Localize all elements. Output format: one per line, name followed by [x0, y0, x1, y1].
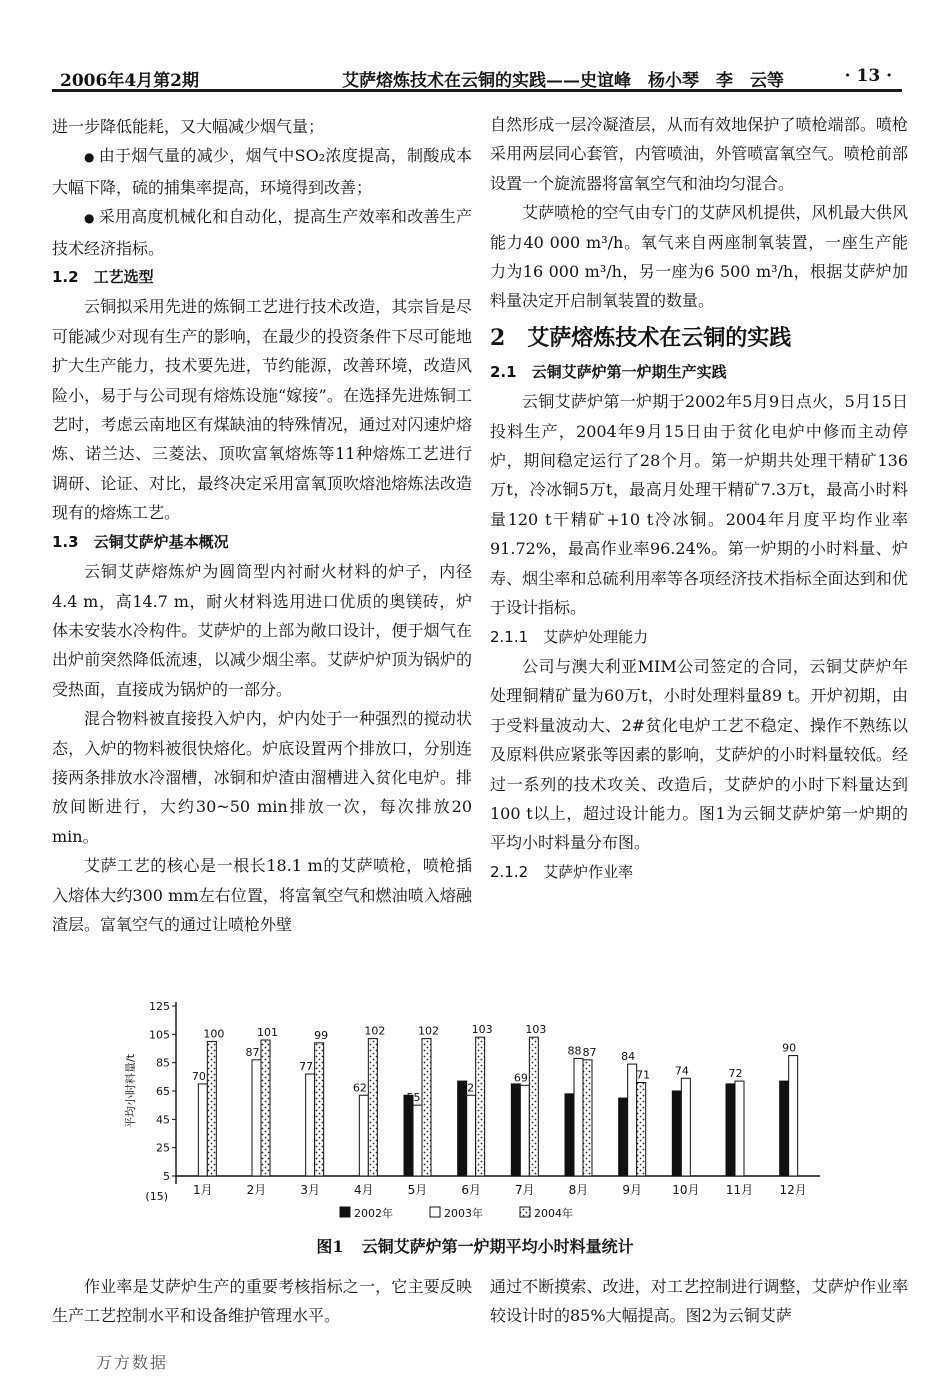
bar-2002年 [565, 1094, 574, 1176]
bar-2004年 [261, 1040, 270, 1176]
paragraph: 进一步降低能耗，又大幅减少烟气量； [52, 117, 325, 136]
x-tick-label: 10月 [672, 1183, 700, 1197]
bullet-item [52, 202, 472, 263]
paragraph: 云铜艾萨熔炼炉为圆筒型内衬耐火材料的炉子，内径4.4 m，高14.7 m，耐火材料选用进口优质的奥镁砖，炉体未安装水冷构件。艾萨炉的上部为敞口设计，便于烟气在出炉前突然降低流速，以减少烟尘率。艾萨炉炉顶为锅炉的受热面，直接成为锅炉的一部分。 [52, 562, 472, 699]
data-label: 88 [567, 1044, 582, 1058]
data-label: 71 [636, 1068, 651, 1082]
bar-chart [120, 992, 840, 1230]
paragraph: 作业率是艾萨炉生产的重要考核指标之一，它主要反映生产工艺控制水平和设备维护管理水平。 [52, 1277, 472, 1326]
bullet-text: 由于烟气量的减少，烟气中SO₂浓度提高，制酸成本大幅下降，硫的捕集率提高，环境得到改善； [52, 146, 472, 197]
bar-2002年 [458, 1081, 467, 1176]
paragraph: 通过不断摸索、改进，对工艺控制进行调整，艾萨炉作业率较设计时的85%大幅提高。图2为云铜艾萨 [490, 1277, 908, 1326]
x-tick-label: 5月 [407, 1183, 428, 1197]
data-label: 62 [352, 1081, 367, 1095]
x-tick-label: 12月 [779, 1183, 807, 1197]
bar-2003年 [413, 1105, 422, 1176]
x-tick-label: 1月 [193, 1183, 213, 1197]
section-heading-2-1-2: 2.1.2 艾萨炉作业率 [490, 862, 634, 881]
y-min-label: (15) [145, 1190, 168, 1203]
data-label: 90 [782, 1041, 797, 1055]
data-label: 69 [513, 1071, 528, 1085]
page-number: · 13 · [844, 66, 892, 86]
bar-2004年 [368, 1039, 377, 1176]
section-heading-1-3: 1.3 云铜艾萨炉基本概况 [52, 532, 229, 551]
data-label: 103 [525, 1023, 547, 1037]
bar-2003年 [681, 1078, 690, 1176]
y-tick-label: 45 [156, 1113, 170, 1127]
right-column [490, 110, 908, 887]
section-heading-1-2: 1.2 工艺选型 [52, 268, 154, 287]
paragraph: 艾萨工艺的核心是一根长18.1 m的艾萨喷枪，喷枪插入熔体大约300 mm左右位置，将富氧空气和燃油喷入熔融渣层。富氧空气的通过让喷枪外壁 [52, 856, 472, 934]
figure-caption-text: 云铜艾萨炉第一炉期平均小时料量统计 [361, 1237, 634, 1256]
bullet-icon [84, 146, 99, 165]
legend-swatch [340, 1207, 350, 1217]
legend-label: 2004年 [534, 1207, 573, 1220]
figure-number: 图1 [316, 1237, 344, 1256]
bar-2004年 [422, 1039, 431, 1176]
bar-2004年 [315, 1043, 324, 1176]
bar-2004年 [529, 1037, 538, 1176]
data-label: 74 [674, 1064, 689, 1078]
paragraph: 艾萨喷枪的空气由专门的艾萨风机提供，风机最大供风能力40 000 m³/h。氧气来自两座制氧装置，一座生产能力为16 000 m³/h，另一座为6 500 m³/h，根据艾萨炉加料量决定开启制氧装置的数量。 [490, 203, 908, 311]
data-label: 101 [257, 1026, 278, 1039]
data-label: 100 [203, 1027, 225, 1041]
bullet-item [52, 141, 472, 202]
bar-2004年 [583, 1060, 592, 1176]
x-tick-label: 2月 [246, 1183, 267, 1197]
data-label: 70 [191, 1069, 206, 1083]
bar-2003年 [467, 1095, 476, 1176]
paragraph: 云铜拟采用先进的炼铜工艺进行技术改造，其宗旨是尽可能减少对现有生产的影响，在最少的投资条件下尽可能地扩大生产能力，技术要先进，节约能源，改善环境，改造风险小，易于与公司现有熔炼设施“嫁接”。在选择先进炼铜工艺时，考虑云南地区有煤缺油的特殊情况，通过对闪速炉熔炼、诺兰达、三菱法、顶吹富氧熔炼等11种熔炼工艺进行调研、论证、对比，最终决定采用富氧顶吹熔池熔炼法改造现有的熔炼工艺。 [52, 297, 472, 523]
data-label: 102 [364, 1024, 386, 1038]
bar-2002年 [404, 1095, 413, 1176]
bar-2003年 [520, 1085, 529, 1176]
data-label: 72 [728, 1067, 743, 1081]
legend-swatch [520, 1207, 530, 1217]
y-tick-label: 125 [149, 1000, 170, 1013]
data-label: 84 [621, 1050, 636, 1064]
legend-label: 2002年 [354, 1207, 393, 1220]
bar-2003年 [359, 1095, 368, 1176]
legend-label: 2003年 [444, 1207, 483, 1220]
bullet-text: 采用高度机械化和自动化，提高生产效率和改善生产技术经济指标。 [52, 207, 472, 258]
bar-2003年 [789, 1056, 798, 1176]
x-tick-label: 4月 [354, 1183, 374, 1197]
figure-caption [0, 1234, 950, 1257]
data-label: 55 [406, 1091, 421, 1105]
issue-info: 2006年4月第2期 [60, 71, 199, 91]
legend-swatch [430, 1207, 440, 1217]
data-label: 102 [418, 1024, 439, 1038]
watermark: 万方数据 [96, 1353, 169, 1372]
section-heading-2: 2 艾萨熔炼技术在云铜的实践 [490, 324, 792, 351]
bar-2003年 [252, 1060, 261, 1176]
x-tick-label: 11月 [725, 1183, 754, 1197]
bar-2003年 [574, 1058, 583, 1176]
bar-2003年 [735, 1081, 744, 1176]
paragraph: 公司与澳大利亚MIM公司签定的合同，云铜艾萨炉年处理铜精矿量为60万t，小时处理料量89 t。开炉初期，由于受料量波动大、2#贫化电炉工艺不稳定、操作不熟练以及原料供应紧张等因素的影响，艾萨炉的小时料量较低。经过一系列的技术攻关、改造后，艾萨炉的小时下料量达到100 t以上，超过设计能力。图1为云铜艾萨炉第一炉期的平均小时料量分布图。 [490, 656, 908, 853]
paragraph: 混合物料被直接投入炉内，炉内处于一种强烈的搅动状态，入炉的物料被很快熔化。炉底设置两个排放口，分别连接两条排放水冷溜槽，冰铜和炉渣由溜槽进入贫化电炉。排放间断进行，大约30~50 min排放一次，每次排放20 min。 [52, 709, 472, 846]
left-column [52, 112, 472, 939]
figure-1 [120, 992, 840, 1230]
x-tick-label: 9月 [622, 1183, 642, 1197]
y-axis-label: 平均小时料量/t [124, 1053, 137, 1129]
bar-2002年 [780, 1081, 789, 1176]
x-tick-label: 3月 [300, 1183, 320, 1197]
x-tick-label: 8月 [568, 1183, 589, 1197]
y-tick-label: 5 [163, 1170, 170, 1183]
bar-2002年 [726, 1084, 735, 1176]
data-label: 62 [460, 1081, 475, 1095]
data-label: 87 [582, 1045, 597, 1059]
article-title-authors: 艾萨熔炼技术在云铜的实践——史谊峰 杨小琴 李 云等 [342, 71, 784, 91]
bullet-icon [84, 207, 99, 226]
bar-2002年 [511, 1084, 520, 1176]
data-label: 99 [314, 1028, 329, 1042]
y-tick-label: 105 [149, 1028, 170, 1042]
bar-2003年 [198, 1084, 207, 1176]
x-tick-label: 7月 [515, 1183, 535, 1197]
bottom-left-text [52, 1272, 472, 1331]
bar-2004年 [476, 1037, 485, 1176]
bar-2004年 [637, 1083, 646, 1177]
data-label: 103 [471, 1023, 493, 1037]
bar-2002年 [672, 1091, 681, 1176]
data-label: 77 [299, 1060, 314, 1073]
bar-2004年 [207, 1041, 216, 1176]
data-label: 87 [245, 1045, 260, 1059]
section-heading-2-1-1: 2.1.1 艾萨炉处理能力 [490, 627, 649, 646]
paragraph: 云铜艾萨炉第一炉期于2002年5月9日点火，5月15日投料生产，2004年9月15日由于贫化电炉中修而主动停炉，期间稳定运行了28个月。第一炉期共处理干精矿136万t，冷冰铜5万t，最高月处理干精矿7.3万t，最高小时料量120 t干精矿+10 t冷冰铜。2004年月度平均作业率91.72%，最高作业率96.24%。第一炉期的小时料量、炉寿、烟尘率和总硫利用率等各项经济技术指标全面达到和优于设计指标。 [490, 392, 908, 618]
y-tick-label: 85 [156, 1056, 170, 1070]
bar-2002年 [619, 1098, 628, 1176]
y-tick-label: 65 [156, 1085, 170, 1098]
bar-2003年 [306, 1074, 315, 1176]
running-header [52, 62, 902, 92]
y-tick-label: 25 [156, 1141, 170, 1155]
bottom-right-text [490, 1272, 908, 1331]
x-tick-label: 6月 [461, 1183, 481, 1197]
paragraph: 自然形成一层冷凝渣层，从而有效地保护了喷枪端部。喷枪采用两层同心套管，内管喷油，外管喷富氧空气。喷枪前部设置一个旋流器将富氧空气和油均匀混合。 [490, 115, 908, 193]
section-heading-2-1: 2.1 云铜艾萨炉第一炉期生产实践 [490, 362, 727, 381]
